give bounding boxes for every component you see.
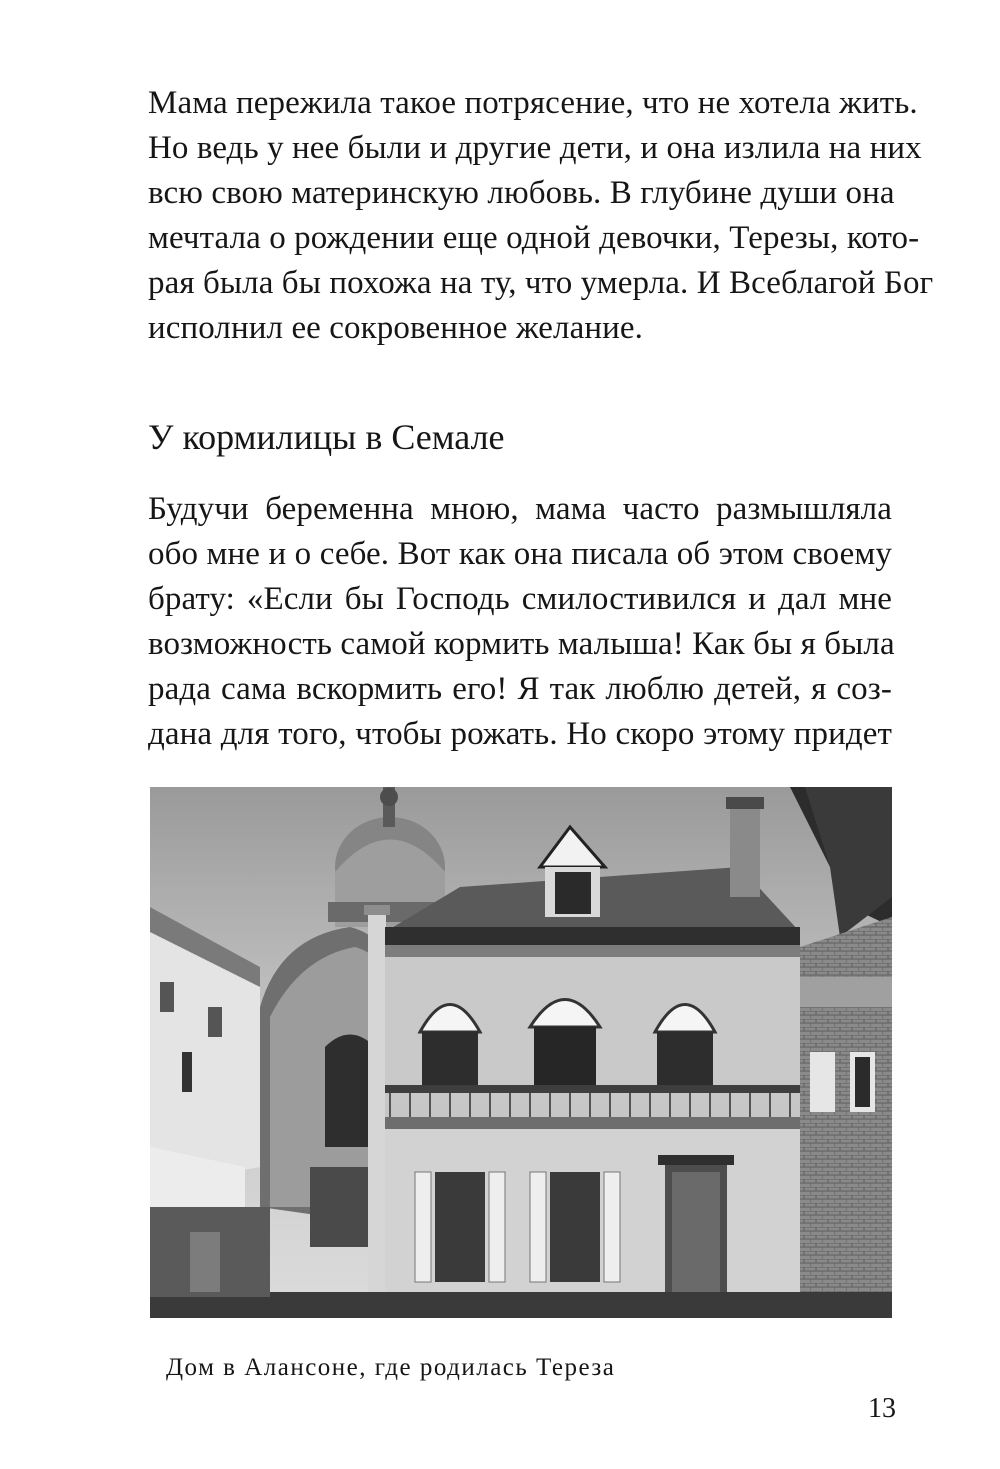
paragraph-2-line-5: рада сама вскормить его! Я так люблю детей, я соз-: [148, 671, 892, 707]
paragraph-2-line-4: возможность самой кормить малыша! Как бы я была: [148, 626, 895, 662]
house-photo-drawing: [150, 787, 892, 1318]
house-photo: [150, 787, 892, 1318]
paragraph-2-line-2: обо мне и о себе. Вот как она писала об этом своему: [148, 536, 892, 572]
paragraph-1-line-5: рая была бы похожа на ту, что умерла. И Всеблагой Бог: [148, 265, 934, 301]
paragraph-1-line-6: исполнил ее сокровенное желание.: [148, 310, 643, 346]
page-number: 13: [868, 1393, 896, 1424]
paragraph-1-line-4: мечтала о рождении еще одной девочки, Терезы, кото-: [148, 220, 920, 256]
paragraph-2-line-1: Будучи беременна мною, мама часто размышляла: [148, 491, 892, 527]
section-heading: У кормилицы в Семале: [148, 417, 505, 457]
paragraph-1-line-2: Но ведь у нее были и другие дети, и она излила на них: [148, 130, 922, 166]
paragraph-2-line-3: брату: «Если бы Господь смилостивился и дал мне: [148, 581, 892, 617]
paragraph-2-line-6: дана для того, чтобы рожать. Но скоро этому придет: [148, 716, 892, 752]
photo-caption: Дом в Алансоне, где родилась Тереза: [166, 1354, 616, 1381]
paragraph-1-line-1: Мама пережила такое потрясение, что не хотела жить.: [148, 85, 918, 121]
paragraph-1-line-3: всю свою материнскую любовь. В глубине души она: [148, 175, 895, 211]
